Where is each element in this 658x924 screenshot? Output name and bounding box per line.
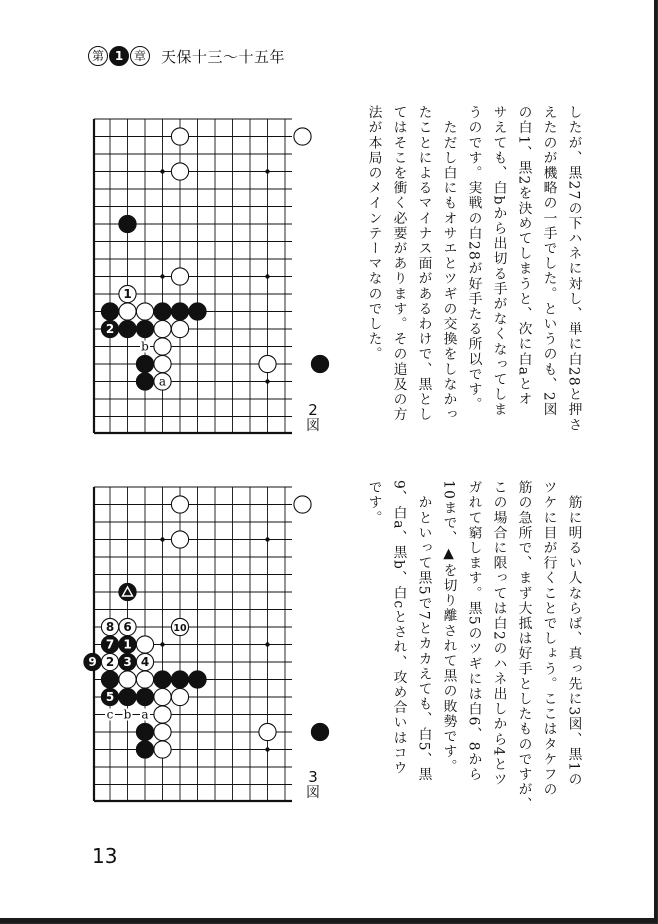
white-stone <box>259 723 276 740</box>
stone-move-number: 7 <box>105 637 115 652</box>
text-line: です。 <box>365 480 382 526</box>
white-stone <box>101 618 118 635</box>
star-point <box>265 642 269 646</box>
black-stone <box>311 723 328 740</box>
text-line: ただし白にもオサエとツギの交換をしなかっ <box>440 105 457 423</box>
stone-move-number: 9 <box>88 655 97 670</box>
white-stone <box>154 688 171 705</box>
text-line: たことによるマイナス面があるわけで、黒とし <box>415 105 432 423</box>
figure-2-kanji: 図 <box>306 417 320 434</box>
chapter-number: 1 <box>109 46 129 66</box>
stone-move-number: 2 <box>105 322 115 337</box>
text-line: ツケに目が行くことでしょう。ここはタケフの <box>540 480 557 798</box>
white-stone <box>119 671 136 688</box>
white-stone <box>136 671 153 688</box>
white-stone <box>294 496 311 513</box>
star-point <box>160 537 164 541</box>
text-line: 筋に明るい人ならば、真っ先に3図、黒1の <box>565 480 582 788</box>
page-number: 13 <box>92 844 118 868</box>
black-stone <box>119 688 136 705</box>
stone-move-number: 10 <box>173 623 187 635</box>
white-stone <box>101 653 118 670</box>
text-line: 10まで、▲を切り離されて黒の敗勢です。 <box>440 480 457 775</box>
board-letter-marker: b <box>123 707 132 722</box>
black-stone <box>136 723 153 740</box>
text-line: えたのが機略の一手でした。というのも、2図 <box>540 105 557 418</box>
black-stone <box>101 636 118 653</box>
white-stone <box>154 741 171 758</box>
black-stone <box>119 653 136 670</box>
text-line: 筋の急所で、まず大抵は好手としたものですが、 <box>515 480 532 813</box>
black-stone <box>101 688 118 705</box>
stone-move-number: 4 <box>140 655 150 670</box>
white-stone <box>119 618 136 635</box>
black-stone <box>171 671 188 688</box>
figure-3-kanji: 図 <box>306 784 320 801</box>
stone-move-number: 3 <box>123 655 132 670</box>
stone-move-number: 5 <box>105 690 115 705</box>
black-stone <box>119 583 136 600</box>
board-letter-marker: b <box>141 339 149 354</box>
text-line: てはそこを衝く必要があります。その追及の方 <box>390 105 407 423</box>
text-line: かといって黒5で7とカカえても、白5、黒 <box>415 480 432 783</box>
star-point <box>160 642 164 646</box>
white-stone <box>154 706 171 723</box>
white-stone <box>171 496 188 513</box>
board-letter-marker: c <box>106 707 114 722</box>
black-stone <box>136 741 153 758</box>
black-stone <box>84 653 101 670</box>
chapter-char-dai: 第 <box>88 46 108 66</box>
board-letter-marker: a <box>141 707 149 722</box>
chapter-title: 天保十三〜十五年 <box>161 47 286 66</box>
text-line: したが、黒27の下ハネに対し、単に白28と押さ <box>565 105 582 433</box>
text-line: 9、白a、黒b、白cとされ、攻め合いはコウ <box>390 480 407 776</box>
white-stone <box>136 653 153 670</box>
black-stone <box>136 688 153 705</box>
figure-2-number: 2 <box>308 401 318 419</box>
text-line: この場合に限っては白2のハネ出しから4とツ <box>490 480 507 788</box>
black-stone <box>119 636 136 653</box>
board-letter-marker: a <box>158 374 167 389</box>
figure-3-number: 3 <box>308 768 318 786</box>
star-point <box>265 747 269 751</box>
white-stone <box>171 531 188 548</box>
text-line: の白1、黒2を決めてしまうと、次に白aとオ <box>515 105 532 407</box>
black-stone <box>101 671 118 688</box>
stone-move-number: 8 <box>105 620 115 635</box>
text-line: ガれて窮します。黒5のツギには白6、8から <box>465 480 482 783</box>
chapter-char-sho: 章 <box>130 46 150 66</box>
stone-move-number: 1 <box>123 287 132 302</box>
stone-move-number: 2 <box>105 655 115 670</box>
figure-2-caption <box>302 402 324 434</box>
black-stone <box>154 671 171 688</box>
white-stone <box>154 723 171 740</box>
stone-move-number: 6 <box>123 620 132 635</box>
black-stone <box>189 671 206 688</box>
white-stone <box>136 636 153 653</box>
star-point <box>265 537 269 541</box>
white-stone <box>171 688 188 705</box>
text-line: サえても、白bから出切る手がなくなってしま <box>490 105 507 418</box>
stone-move-number: 1 <box>123 637 132 652</box>
text-line: うのです。実戦の白28が好手たる所以です。 <box>465 105 482 413</box>
white-stone <box>171 618 188 635</box>
figure-3-caption <box>302 769 324 801</box>
text-line: 法が本局のメインテーマなのでした。 <box>365 105 382 362</box>
